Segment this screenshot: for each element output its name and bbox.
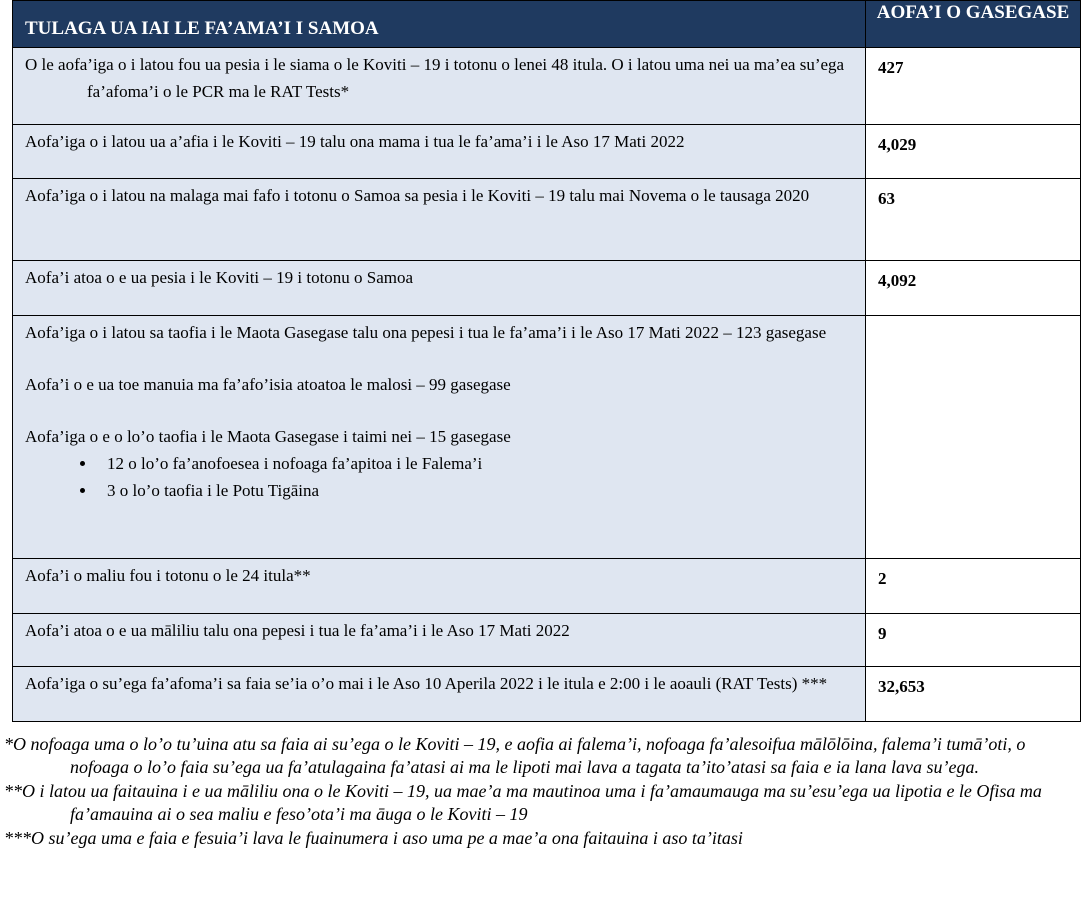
- table-row: [13, 614, 1081, 667]
- row-value: [866, 559, 1081, 614]
- row-description: [13, 125, 866, 179]
- value-text: 2: [878, 569, 887, 588]
- list-item: • 12 o lo’o fa’anofoesea i nofoaga fa’apitoa i le Falema’i: [97, 450, 855, 477]
- currently-hospitalized-text: Aofa’iga o e o lo’o taofia i le Maota Gasegase i taimi nei – 15 gasegase: [25, 427, 511, 446]
- row-description: [13, 667, 866, 722]
- table-row-hospital-block: [13, 316, 1081, 559]
- value-text: 4,029: [878, 135, 917, 154]
- table-header-row: [13, 1, 1081, 48]
- table-row: [13, 179, 1081, 261]
- footnote-testing-sites: *O nofoaga uma o lo’o tu’uina atu sa faia ai su’ega o le Koviti – 19, e aofia ai falema’i, nofoaga fa’alesoifua mālōlōina, falema’i tumā’oti, o nofoaga o lo’o faia su’ega ua fa’atulagaina fa’atasi ai ma le lipoti mai lava a tagata ta’ito’atasi sa faia e ia lana lava su’ega.: [4, 734, 1026, 777]
- value-text: 9: [878, 624, 887, 643]
- value-text: 427: [878, 58, 904, 77]
- row-description: [13, 48, 866, 125]
- header-cases-title: AOFA’I O GASEGASE: [866, 1, 1081, 48]
- row-text: O le aofa’iga o i latou fou ua pesia i le siama o le Koviti – 19 i totonu o lenei 48 itula. O i latou uma nei ua ma’ea su’ega fa’afoma’i o le PCR ma le RAT Tests*: [25, 55, 845, 101]
- row-description: [13, 261, 866, 316]
- value-text: 32,653: [878, 677, 925, 696]
- row-value: [866, 667, 1081, 722]
- row-value: [866, 261, 1081, 316]
- table-row: [13, 48, 1081, 125]
- footnotes: [4, 733, 1084, 852]
- footnote-tests: ***O su’ega uma e faia e fesuia’i lava le fuainumera i aso uma pe a mae’a ona faitauina i aso ta’itasi: [4, 828, 743, 848]
- row-value: [866, 48, 1081, 125]
- row-description: [13, 559, 866, 614]
- hospital-block-description: [13, 316, 866, 559]
- recovered-text: Aofa’i o e ua toe manuia ma fa’afo’isia atoatoa le malosi – 99 gasegase: [25, 375, 511, 394]
- row-value: [866, 614, 1081, 667]
- row-description: [13, 179, 866, 261]
- row-text: Aofa’i o maliu fou i totonu o le 24 itula**: [25, 566, 311, 585]
- row-description: [13, 614, 866, 667]
- row-text: Aofa’i atoa o e ua pesia i le Koviti – 19 i totonu o Samoa: [25, 268, 414, 287]
- hospitalized-total-text: Aofa’iga o i latou sa taofia i le Maota Gasegase talu ona pepesi i tua le fa’ama’i i le Aso 17 Mati 2022 – 123 gasegase: [25, 323, 827, 342]
- row-value: [866, 125, 1081, 179]
- row-value: [866, 179, 1081, 261]
- row-text: Aofa’iga o i latou na malaga mai fafo i totonu o Samoa sa pesia i le Koviti – 19 talu mai Novema o le tausaga 2020: [25, 186, 810, 205]
- table-row: [13, 261, 1081, 316]
- footnote-deaths: **O i latou ua faitauina i e ua māliliu ona o le Koviti – 19, ua mae’a ma mautinoa uma i fa’amaumauga ma su’esu’ega ua lipotia e le Ofisa ma fa’amauina ai o sea maliu e feso’ota’i ma āuga o le Koviti – 19: [4, 781, 1042, 824]
- row-text: Aofa’iga o su’ega fa’afoma’i sa faia se’ia o’o mai i le Aso 10 Aperila 2022 i le itula e 2:00 i le aoauli (RAT Tests) ***: [25, 674, 828, 693]
- value-text: 4,092: [878, 271, 917, 290]
- table-row: [13, 667, 1081, 722]
- status-table: [12, 0, 1081, 722]
- header-status-title: TULAGA UA IAI LE FA’AMA’I I SAMOA: [13, 1, 866, 48]
- hospital-bullet-list: [25, 450, 855, 504]
- value-text: 63: [878, 189, 895, 208]
- table-row: [13, 559, 1081, 614]
- row-text: Aofa’iga o i latou ua a’afia i le Koviti – 19 talu ona mama i tua le fa’ama’i i le Aso 17 Mati 2022: [25, 132, 685, 151]
- table-row: [13, 125, 1081, 179]
- list-item: • 3 o lo’o taofia i le Potu Tigāina: [97, 477, 855, 504]
- row-value-empty: [866, 316, 1081, 559]
- covid-status-document: [12, 0, 1080, 722]
- row-text: Aofa’i atoa o e ua māliliu talu ona pepesi i tua le fa’ama’i i le Aso 17 Mati 2022: [25, 621, 570, 640]
